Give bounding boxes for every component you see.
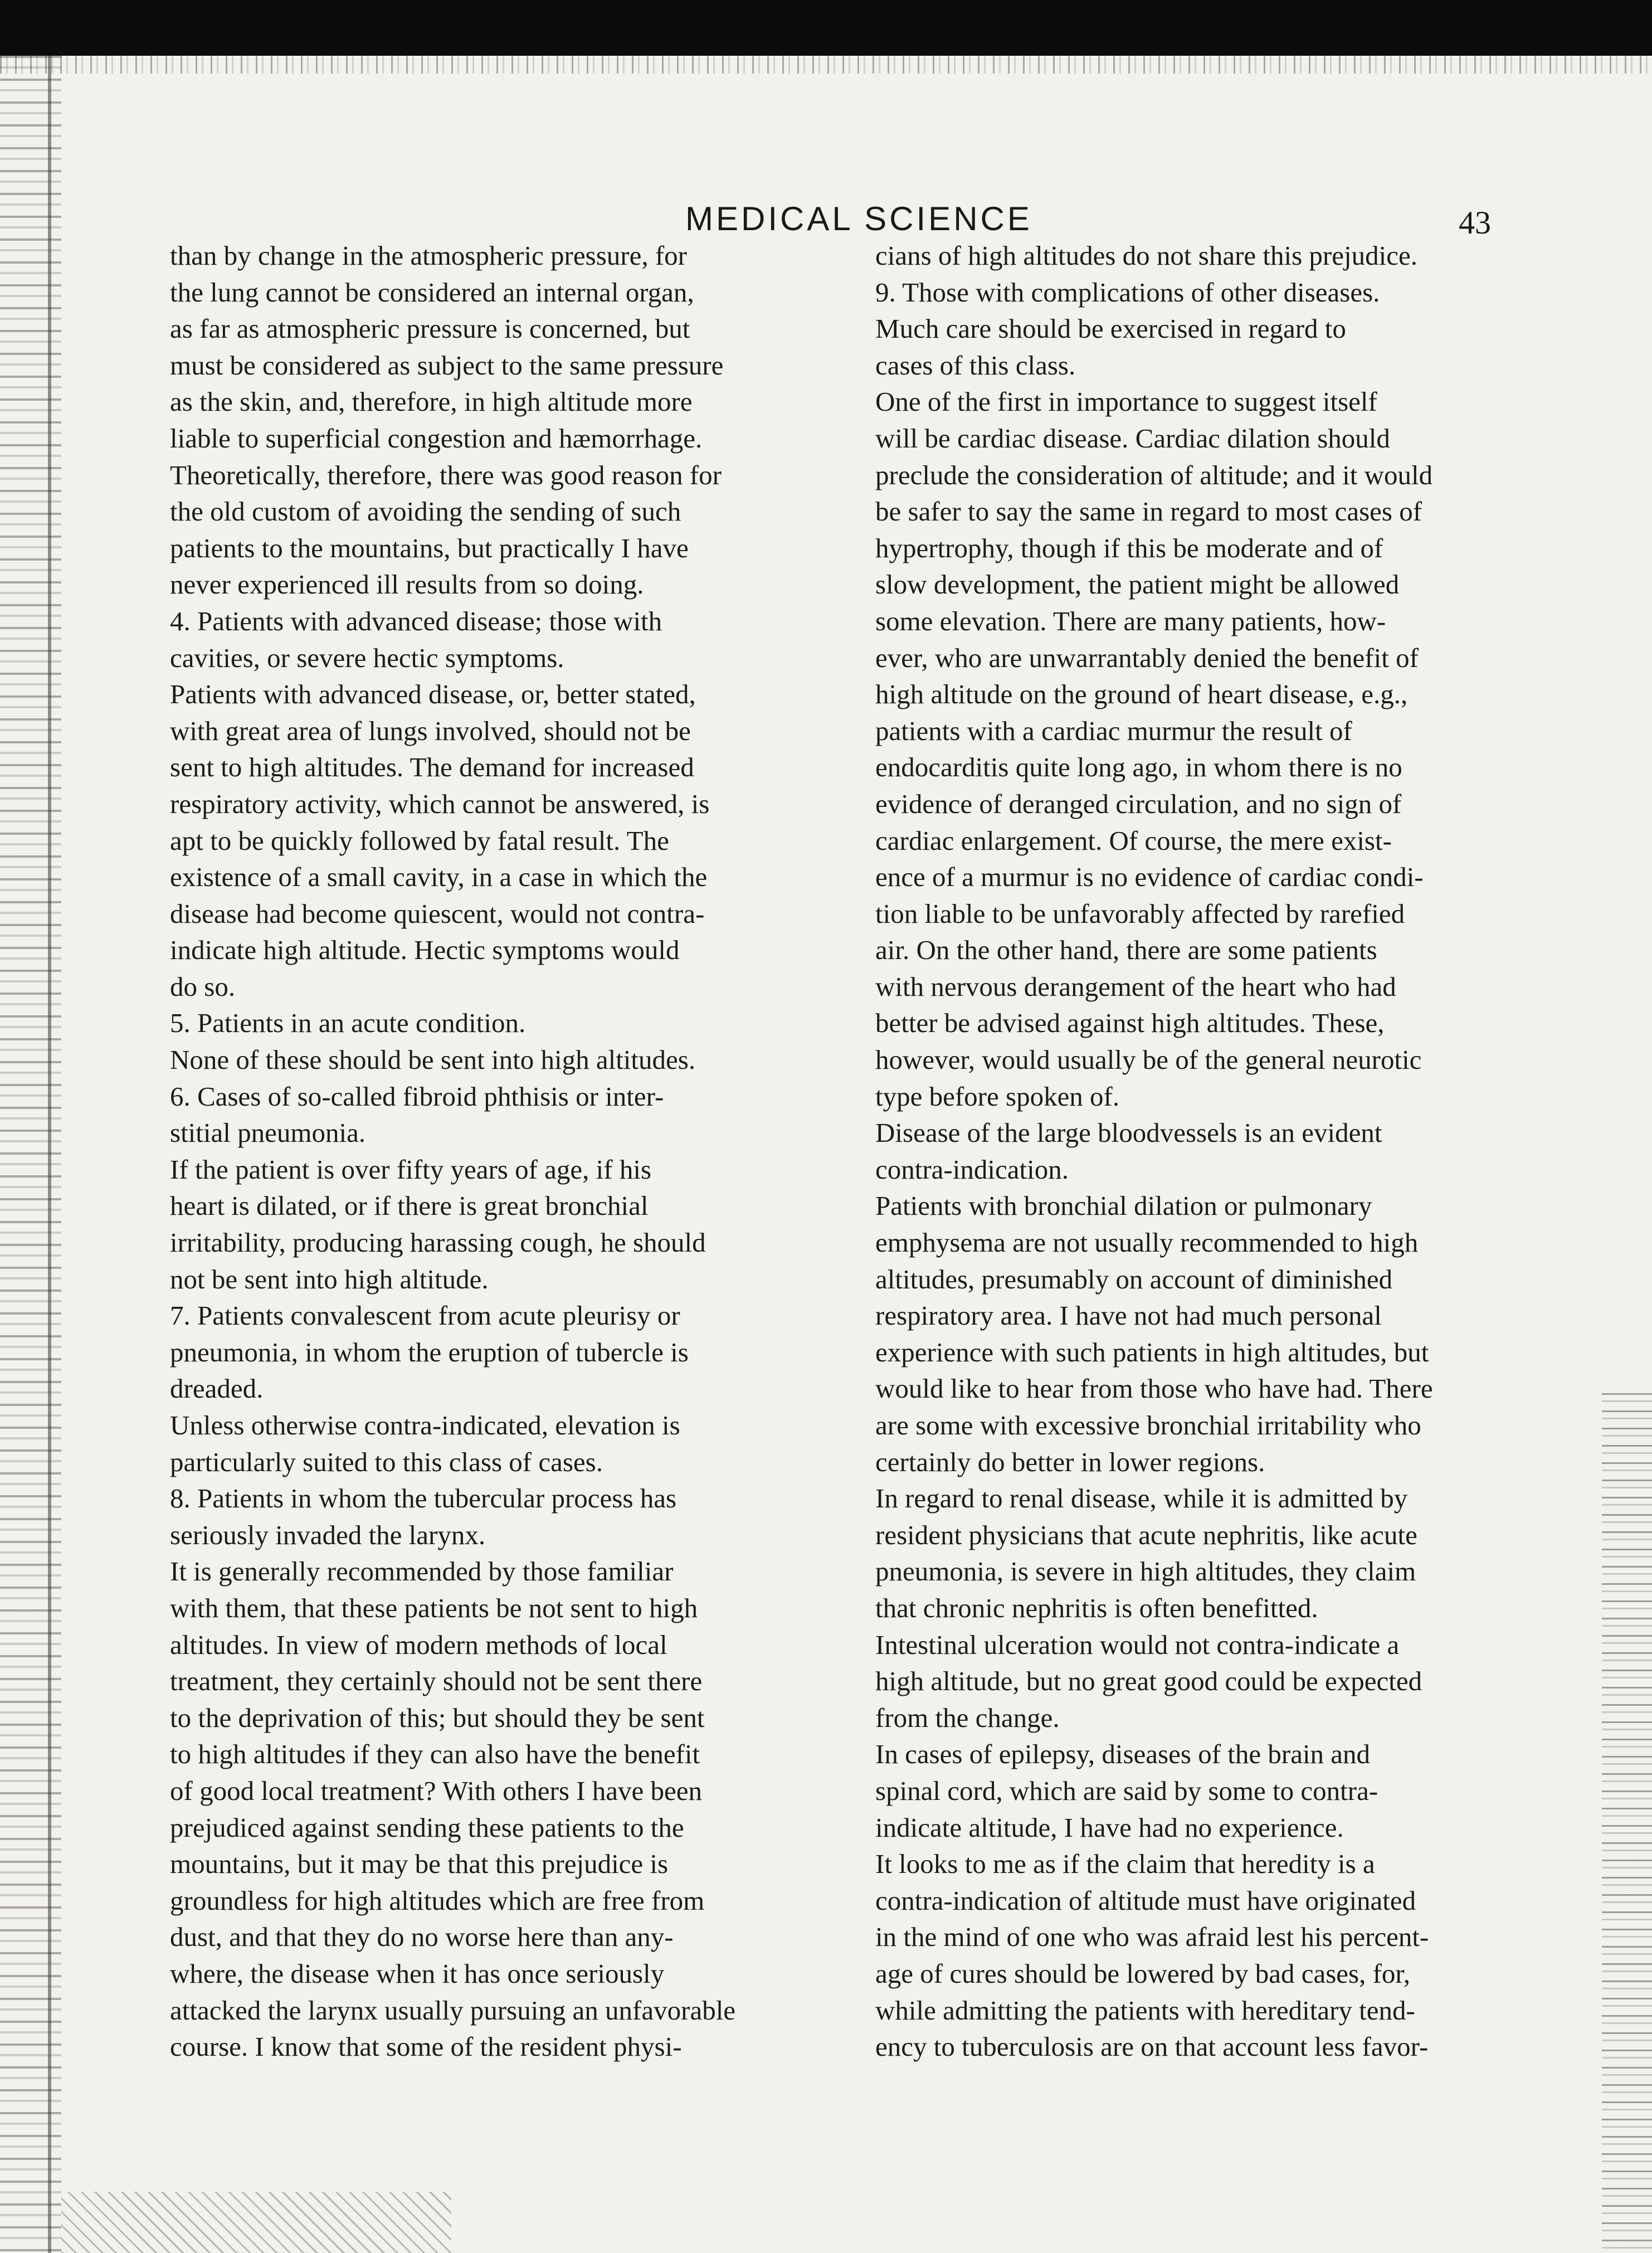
text-line: however, would usually be of the general neurotic — [875, 1044, 1422, 1076]
text-line: attacked the larynx usually pursuing an unfavorable — [170, 1994, 736, 2026]
text-line: preclude the consideration of altitude; and it would — [875, 459, 1433, 490]
text-line: 6. Cases of so-called fibroid phthisis or inter- — [170, 1081, 664, 1112]
text-line: while admitting the patients with hereditary tend- — [875, 1994, 1415, 2026]
text-line: must be considered as subject to the same pressure — [170, 349, 724, 381]
text-line: Patients with bronchial dilation or pulmonary — [875, 1190, 1372, 1222]
text-line: Intestinal ulceration would not contra-indicate a — [875, 1629, 1400, 1660]
text-line: certainly do better in lower regions. — [875, 1446, 1265, 1477]
text-line: contra-indication. — [875, 1154, 1069, 1185]
text-line: where, the disease when it has once seriously — [170, 1958, 665, 1989]
text-line: high altitude, but no great good could be expected — [875, 1666, 1422, 1697]
text-line: irritability, producing harassing cough, he should — [170, 1227, 706, 1258]
text-line: cardiac enlargement. Of course, the mere exist- — [875, 825, 1392, 856]
text-line: Patients with advanced disease, or, better stated, — [170, 679, 696, 710]
scan-noise-bottom — [61, 2192, 451, 2253]
text-line: course. I know that some of the resident physi- — [170, 2031, 682, 2062]
text-line: that chronic nephritis is often benefitted. — [875, 1592, 1318, 1623]
text-line: will be cardiac disease. Cardiac dilation should — [875, 422, 1390, 454]
text-line: 4. Patients with advanced disease; those with — [170, 605, 662, 636]
text-line: spinal cord, which are said by some to contra- — [875, 1775, 1378, 1806]
text-line: 9. Those with complications of other diseases. — [875, 276, 1380, 308]
text-line: treatment, they certainly should not be sent there — [170, 1666, 703, 1697]
binding-edge — [48, 56, 51, 2253]
text-line: altitudes. In view of modern methods of local — [170, 1629, 667, 1660]
text-line: existence of a small cavity, in a case in which the — [170, 862, 708, 893]
text-line: tion liable to be unfavorably affected by rarefied — [875, 898, 1405, 929]
text-line: contra-indication of altitude must have originated — [875, 1885, 1416, 1916]
text-line: pneumonia, is severe in high altitudes, they claim — [875, 1556, 1416, 1587]
text-line: better be advised against high altitudes. These, — [875, 1008, 1385, 1039]
text-line: would like to hear from those who have had. There — [875, 1373, 1433, 1404]
text-line: cases of this class. — [875, 349, 1076, 381]
scan-top-border — [0, 0, 1652, 56]
text-line: pneumonia, in whom the eruption of tubercle is — [170, 1336, 689, 1368]
text-line: stitial pneumonia. — [170, 1117, 366, 1149]
text-line: age of cures should be lowered by bad cases, for, — [875, 1958, 1410, 1989]
text-line: dust, and that they do no worse here than any- — [170, 1921, 674, 1953]
text-line: evidence of deranged circulation, and no sign of — [875, 788, 1402, 819]
text-line: It looks to me as if the claim that heredity is a — [875, 1848, 1375, 1880]
text-line: In cases of epilepsy, diseases of the brain and — [875, 1739, 1371, 1770]
text-line: in the mind of one who was afraid lest his percent- — [875, 1921, 1429, 1953]
text-line: hypertrophy, though if this be moderate and of — [875, 532, 1383, 563]
text-line: as far as atmospheric pressure is concerned, but — [170, 313, 690, 344]
text-line: Theoretically, therefore, there was good reason for — [170, 459, 722, 490]
text-line: One of the first in importance to suggest itself — [875, 386, 1377, 417]
text-line: slow development, the patient might be allowed — [875, 569, 1400, 600]
text-line: with great area of lungs involved, should not be — [170, 715, 691, 746]
text-line: None of these should be sent into high altitudes. — [170, 1044, 696, 1076]
text-line: the lung cannot be considered an internal organ, — [170, 276, 694, 308]
scan-noise-left — [0, 56, 61, 2253]
text-line: In regard to renal disease, while it is admitted by — [875, 1483, 1408, 1514]
text-line: type before spoken of. — [875, 1081, 1120, 1112]
text-line: altitudes, presumably on account of diminished — [875, 1263, 1393, 1295]
text-line: prejudiced against sending these patients to the — [170, 1812, 684, 1843]
text-line: ency to tuberculosis are on that account less favor- — [875, 2031, 1429, 2062]
text-line: of good local treatment? With others I have been — [170, 1775, 702, 1806]
text-line: dreaded. — [170, 1373, 264, 1404]
text-line: cavities, or severe hectic symptoms. — [170, 642, 564, 673]
text-line: Unless otherwise contra-indicated, elevation is — [170, 1410, 680, 1441]
text-line: cians of high altitudes do not share this prejudice. — [875, 240, 1417, 271]
text-line: respiratory activity, which cannot be answered, is — [170, 788, 710, 819]
text-line: seriously invaded the larynx. — [170, 1519, 486, 1550]
text-line: ence of a murmur is no evidence of cardiac condi- — [875, 862, 1424, 893]
scan-noise-top — [0, 51, 1652, 74]
page-number: 43 — [1459, 205, 1491, 241]
text-line: as the skin, and, therefore, in high altitude more — [170, 386, 693, 417]
text-line: from the change. — [875, 1702, 1060, 1733]
text-line: 8. Patients in whom the tubercular process has — [170, 1483, 677, 1514]
running-header-title: MEDICAL SCIENCE — [685, 200, 1032, 237]
text-line: experience with such patients in high altitudes, but — [875, 1336, 1429, 1368]
text-line: are some with excessive bronchial irritability who — [875, 1410, 1421, 1441]
text-column-left — [170, 237, 811, 2065]
text-line: sent to high altitudes. The demand for increased — [170, 752, 694, 783]
text-line: not be sent into high altitude. — [170, 1263, 489, 1295]
text-line: with nervous derangement of the heart who had — [875, 971, 1396, 1002]
text-line: to high altitudes if they can also have the benefit — [170, 1739, 700, 1770]
text-line: disease had become quiescent, would not contra- — [170, 898, 705, 929]
text-column-right — [875, 237, 1516, 2065]
text-line: emphysema are not usually recommended to high — [875, 1227, 1419, 1258]
text-line: 5. Patients in an acute condition. — [170, 1008, 526, 1039]
text-line: do so. — [170, 971, 236, 1002]
text-line: If the patient is over fifty years of age, if his — [170, 1154, 652, 1185]
text-line: resident physicians that acute nephritis, like acute — [875, 1519, 1417, 1550]
text-line: apt to be quickly followed by fatal result. The — [170, 825, 669, 856]
text-line: the old custom of avoiding the sending of such — [170, 496, 681, 527]
text-line: Much care should be exercised in regard to — [875, 313, 1346, 344]
text-line: groundless for high altitudes which are free from — [170, 1885, 705, 1916]
text-line: indicate altitude, I have had no experience. — [875, 1812, 1344, 1843]
text-line: liable to superficial congestion and hæmorrhage. — [170, 422, 703, 454]
text-line: high altitude on the ground of heart disease, e.g., — [875, 679, 1408, 710]
text-line: 7. Patients convalescent from acute pleurisy or — [170, 1300, 680, 1331]
text-line: respiratory area. I have not had much personal — [875, 1300, 1382, 1331]
text-line: endocarditis quite long ago, in whom there is no — [875, 752, 1402, 783]
text-line: mountains, but it may be that this prejudice is — [170, 1848, 669, 1880]
text-line: be safer to say the same in regard to most cases of — [875, 496, 1422, 527]
text-line: heart is dilated, or if there is great bronchial — [170, 1190, 649, 1222]
text-line: to the deprivation of this; but should they be sent — [170, 1702, 705, 1733]
text-line: indicate high altitude. Hectic symptoms would — [170, 935, 680, 966]
text-line: It is generally recommended by those familiar — [170, 1556, 674, 1587]
text-line: patients with a cardiac murmur the result of — [875, 715, 1352, 746]
text-line: ever, who are unwarrantably denied the benefit of — [875, 642, 1419, 673]
scan-noise-right — [1602, 1393, 1652, 2253]
text-line: Disease of the large bloodvessels is an evident — [875, 1117, 1382, 1149]
text-line: some elevation. There are many patients, how- — [875, 605, 1386, 636]
text-line: than by change in the atmospheric pressure, for — [170, 240, 687, 271]
text-line: with them, that these patients be not sent to high — [170, 1592, 698, 1623]
text-line: air. On the other hand, there are some patients — [875, 935, 1377, 966]
text-line: patients to the mountains, but practically I have — [170, 532, 689, 563]
text-line: particularly suited to this class of cases. — [170, 1446, 603, 1477]
text-line: never experienced ill results from so doing. — [170, 569, 644, 600]
